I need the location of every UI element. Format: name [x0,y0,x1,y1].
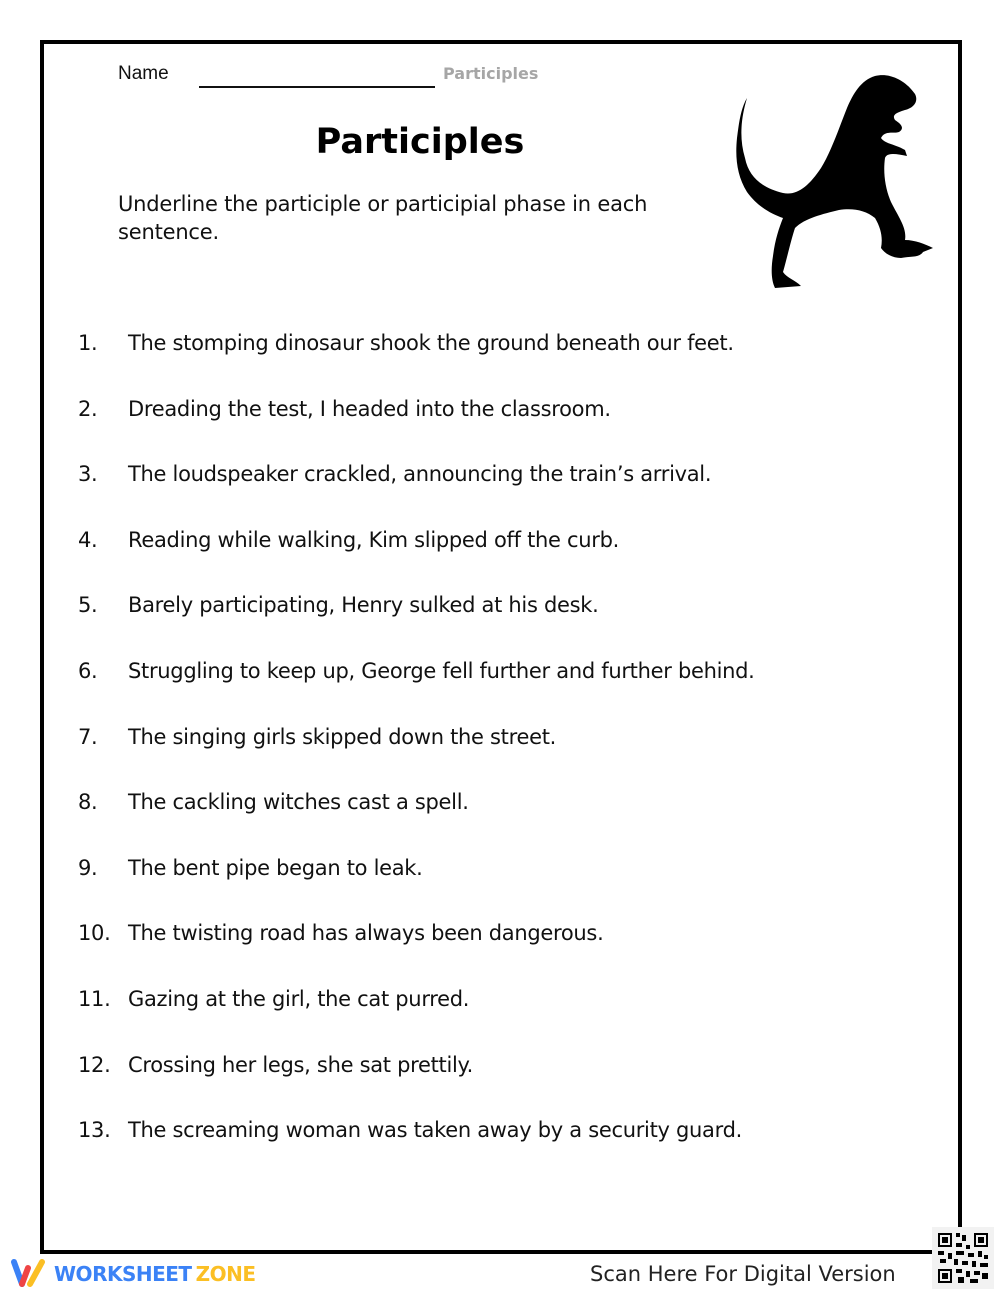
question-text[interactable]: The twisting road has always been dangerous. [128,921,604,946]
name-label: Name [118,63,169,84]
question-number: 12. [78,1052,111,1077]
t-rex-silhouette-icon [735,68,935,293]
scan-caption: Scan Here For Digital Version [590,1262,896,1286]
question-number: 8. [78,790,98,815]
question-text[interactable]: Struggling to keep up, George fell further and further behind. [128,658,755,683]
question-number: 13. [78,1118,111,1143]
question-text[interactable]: Dreading the test, I headed into the classroom. [128,396,611,421]
question-text[interactable]: Reading while walking, Kim slipped off the curb. [128,527,620,552]
page-title: Participles [315,122,525,162]
question-number: 11. [78,986,111,1011]
qr-code-icon[interactable] [932,1227,994,1289]
topic-tag: Participles [443,64,539,83]
question-text[interactable]: The cackling witches cast a spell. [128,790,469,815]
question-text[interactable]: The loudspeaker crackled, announcing the train’s arrival. [128,462,712,487]
question-number: 4. [78,527,98,552]
question-number: 9. [78,855,98,880]
question-number: 2. [78,396,98,421]
worksheetzone-logo[interactable] [10,1258,255,1290]
question-number: 7. [78,724,98,749]
question-text[interactable]: Barely participating, Henry sulked at his desk. [128,593,599,618]
question-number: 10. [78,921,111,946]
name-input-line[interactable] [199,86,435,88]
question-text[interactable]: The stomping dinosaur shook the ground beneath our feet. [128,331,734,355]
question-text[interactable]: Crossing her legs, she sat prettily. [128,1052,474,1077]
brand-name-part2: ZONE [195,1262,256,1286]
question-text[interactable]: The singing girls skipped down the street. [128,724,557,749]
question-text[interactable]: The screaming woman was taken away by a security guard. [128,1118,742,1143]
question-number: 1. [78,331,98,355]
question-text[interactable]: The bent pipe began to leak. [128,855,423,880]
worksheetzone-w-icon [10,1258,48,1290]
question-number: 3. [78,462,98,487]
instructions: Underline the participle or participial phase in each sentence. [118,192,648,244]
question-text[interactable]: Gazing at the girl, the cat purred. [128,986,470,1011]
brand-name-part1: WORKSHEET [54,1262,192,1286]
question-number: 6. [78,658,98,683]
question-number: 5. [78,593,98,618]
